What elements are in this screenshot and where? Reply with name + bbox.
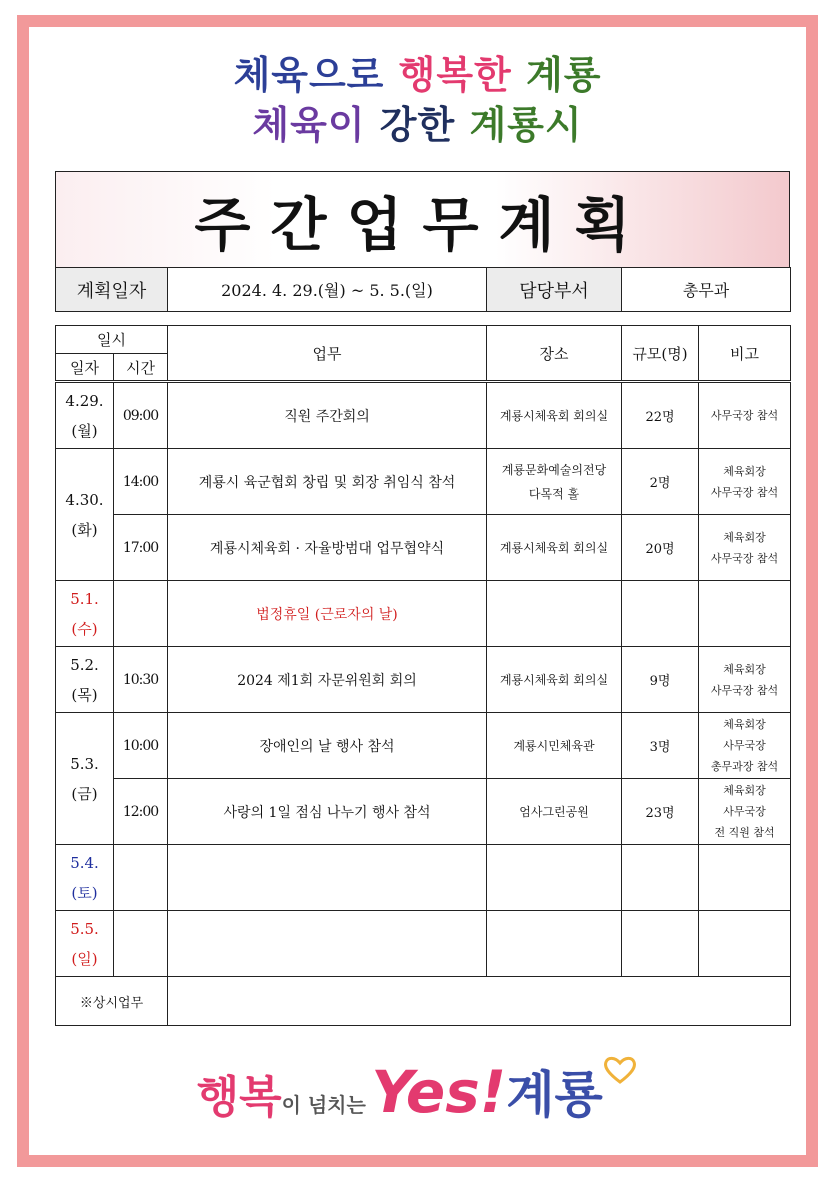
time-cell: 14:00 [114,449,168,515]
header-time: 시간 [114,354,168,382]
scale-cell: 22명 [622,382,699,449]
table-row [56,845,791,911]
place-cell: 계룡시체육회 회의실 [487,647,622,713]
slogan-line-1 [0,44,835,99]
date-cell [56,845,114,911]
time-cell [114,581,168,647]
header-task: 업무 [168,326,487,382]
header-scale: 규모(명) [622,326,699,382]
time-cell: 17:00 [114,515,168,581]
date-day: 5.1. [70,589,99,608]
bottom-slogan [0,1055,835,1127]
time-cell: 10:30 [114,647,168,713]
note-line: 전 직원 참석 [714,826,775,839]
note-line: 체육회장 [723,530,766,544]
scale-cell: 20명 [622,515,699,581]
date-weekday: (월) [71,421,98,440]
scale-cell: 3명 [622,713,699,779]
scale-cell: 9명 [622,647,699,713]
table-row [56,779,791,845]
table-row [56,647,791,713]
dept-label: 담당부서 [487,268,622,312]
table-row [56,449,791,515]
dept-value: 총무과 [622,268,791,312]
date-weekday: (일) [71,949,98,968]
note-line: 사무국장 참석 [710,683,779,697]
place-cell: 계룡시민체육관 [487,713,622,779]
header-place: 장소 [487,326,622,382]
bottom-slogan-word: 이 넘치는 [281,1093,366,1117]
task-cell: 사랑의 1일 점심 나누기 행사 참석 [168,779,487,845]
time-cell: 09:00 [114,382,168,449]
table-row [56,581,791,647]
scale-cell [622,911,699,977]
note-line: 사무국장 [723,805,766,818]
task-cell: 계룡시 육군협회 창립 및 회장 취임식 참석 [168,449,487,515]
place-line: 계룡문화예술의전당 [501,462,607,477]
header-note: 비고 [699,326,791,382]
date-cell [56,382,114,449]
note-cell [699,845,791,911]
date-weekday: (토) [71,883,98,902]
note-cell [699,779,791,845]
table-row [56,977,791,1026]
note-cell [699,581,791,647]
heart-icon [602,1055,638,1085]
table-row [56,713,791,779]
table-row [56,382,791,449]
slogan-word: 계룡시 [469,103,583,147]
task-cell: 직원 주간회의 [168,382,487,449]
page-title: 주간업무계획 [194,190,651,259]
bottom-slogan-word: 계룡 [506,1066,603,1124]
note-line: 체육회장 [723,784,766,797]
header-datetime: 일시 [56,326,168,354]
scale-cell: 2명 [622,449,699,515]
place-cell [487,449,622,515]
task-cell: 2024 제1회 자문위원회 회의 [168,647,487,713]
note-cell [699,911,791,977]
note-line: 사무국장 참석 [710,485,779,499]
task-cell: 계룡시체육회 · 자율방범대 업무협약식 [168,515,487,581]
routine-work-label: ※상시업무 [56,977,168,1026]
place-cell [487,845,622,911]
time-cell [114,911,168,977]
time-cell: 10:00 [114,713,168,779]
holiday-task-cell: 법정휴일 (근로자의 날) [168,581,487,647]
slogan-word: 체육으로 [233,53,385,97]
date-cell [56,449,114,581]
note-line: 체육회장 [723,662,766,676]
date-weekday: (화) [71,520,98,539]
date-weekday: (목) [71,685,98,704]
date-day: 5.4. [70,853,99,872]
routine-work-cell [168,977,791,1026]
note-line: 총무과장 참석 [710,760,779,773]
note-cell [699,647,791,713]
slogan-word: 강한 [379,103,456,147]
date-cell [56,581,114,647]
scale-cell [622,845,699,911]
place-line: 다목적 홀 [528,486,580,501]
header-date: 일자 [56,354,114,382]
note-cell [699,515,791,581]
task-cell [168,911,487,977]
scale-cell [622,581,699,647]
place-cell: 엄사그린공원 [487,779,622,845]
plan-date-value: 2024. 4. 29.(월) ~ 5. 5.(일) [168,268,487,312]
table-row [56,515,791,581]
note-cell [699,713,791,779]
date-day: 4.30. [65,490,104,509]
task-cell: 장애인의 날 행사 참석 [168,713,487,779]
date-day: 4.29. [65,391,104,410]
bottom-slogan-word: Yes! [371,1058,507,1126]
place-cell: 계룡시체육회 회의실 [487,382,622,449]
task-cell [168,845,487,911]
slogan-word: 체육이 [252,103,366,147]
date-day: 5.2. [70,655,99,674]
meta-table [55,267,791,312]
date-weekday: (금) [71,784,98,803]
table-row [56,911,791,977]
time-cell [114,845,168,911]
note-line: 체육회장 [723,718,766,731]
date-cell [56,713,114,845]
slogan-word: 행복한 [398,53,512,97]
slogan-line-2 [0,94,835,149]
place-cell: 계룡시체육회 회의실 [487,515,622,581]
slogan-word: 계룡 [526,53,602,97]
note-line: 체육회장 [723,464,766,478]
date-cell [56,647,114,713]
date-day: 5.5. [70,919,99,938]
place-cell [487,581,622,647]
place-cell [487,911,622,977]
note-line: 사무국장 [723,739,766,752]
time-cell: 12:00 [114,779,168,845]
plan-table [55,325,791,1026]
date-cell [56,911,114,977]
scale-cell: 23명 [622,779,699,845]
note-cell: 사무국장 참석 [699,382,791,449]
date-day: 5.3. [70,754,99,773]
title-banner [55,171,790,267]
date-weekday: (수) [71,619,98,638]
plan-date-label: 계획일자 [56,268,168,312]
note-cell [699,449,791,515]
note-line: 사무국장 참석 [710,551,779,565]
bottom-slogan-word: 행복 [196,1072,282,1123]
